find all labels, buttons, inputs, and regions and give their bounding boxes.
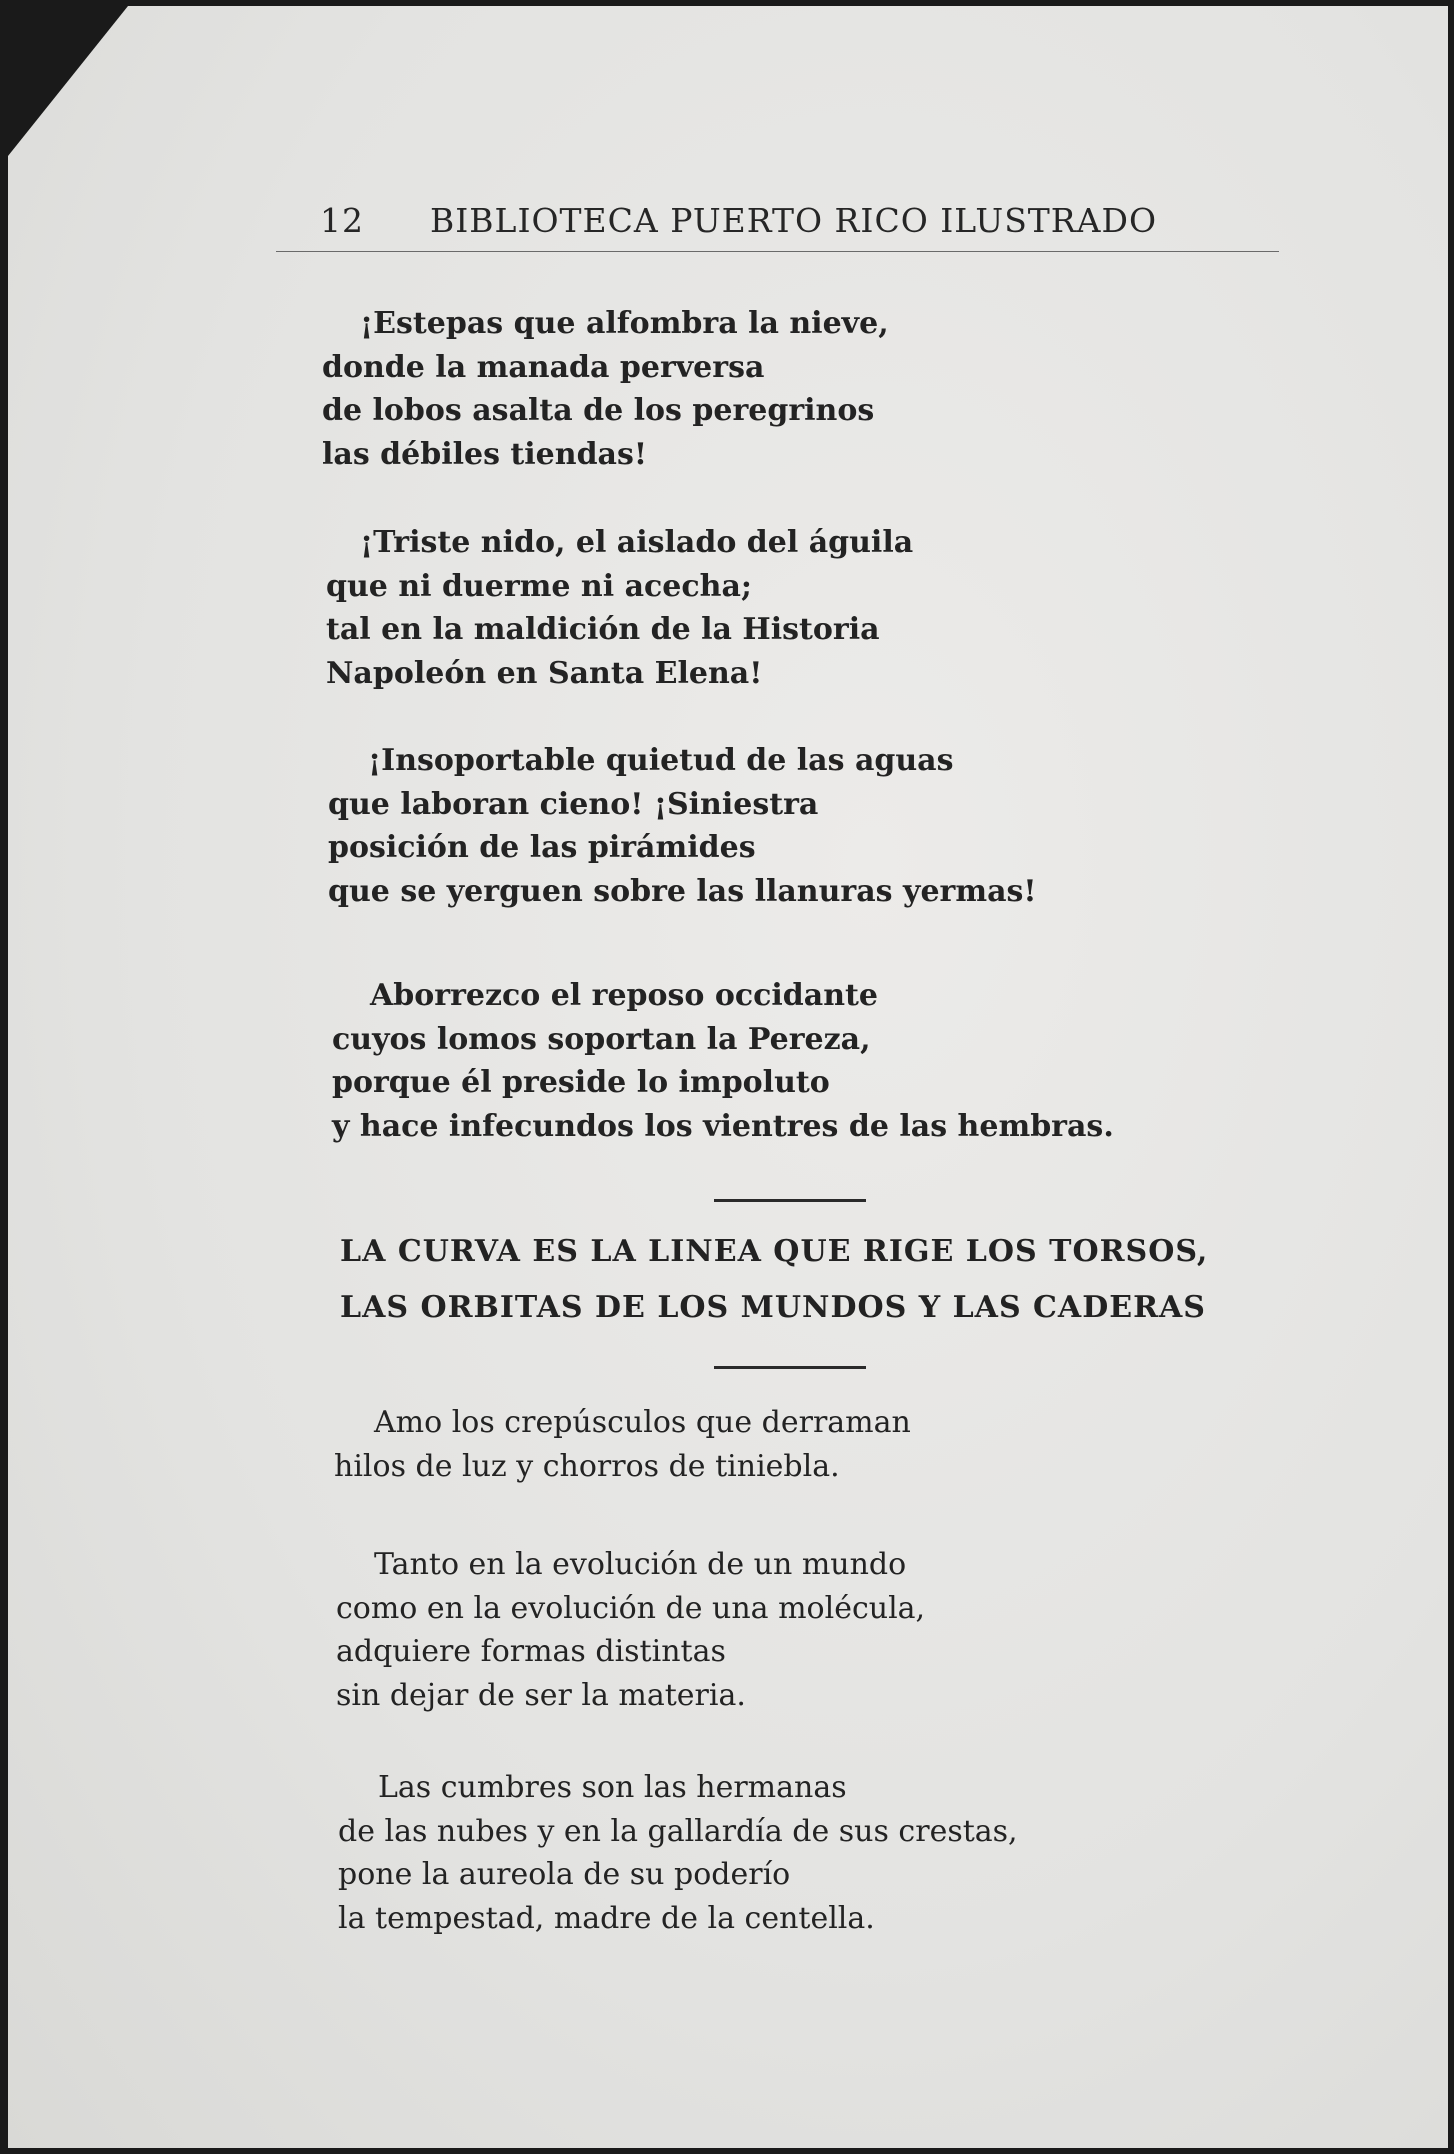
- page-corner-fold: [8, 6, 128, 156]
- verse-line: que laboran cieno! ¡Siniestra: [328, 786, 819, 822]
- verse-line: y hace infecundos los vientres de las hembras.: [332, 1108, 1114, 1144]
- verse-line: ¡Insoportable quietud de las aguas: [368, 743, 954, 778]
- verse-line: como en la evolución de una molécula,: [336, 1590, 926, 1626]
- stanza-2: [326, 521, 913, 695]
- verse-line: ¡Triste nido, el aislado del águila: [360, 525, 914, 560]
- page-number: 12: [320, 201, 364, 240]
- verse-line: donde la manada perversa: [322, 349, 765, 385]
- verse-line: ¡Estepas que alfombra la nieve,: [360, 306, 889, 341]
- verse-line: cuyos lomos soportan la Pereza,: [332, 1021, 871, 1057]
- section-rule-bottom: [714, 1366, 866, 1369]
- verse-line: que ni duerme ni acecha;: [326, 568, 752, 604]
- verse-line: sin dejar de ser la materia.: [336, 1677, 746, 1713]
- verse-line: pone la aureola de su poderío: [338, 1857, 791, 1892]
- verse-line: la tempestad, madre de la centella.: [338, 1900, 875, 1936]
- verse-line: Las cumbres son las hermanas: [378, 1770, 847, 1805]
- running-title: BIBLIOTECA PUERTO RICO ILUSTRADO: [430, 201, 1157, 240]
- stanza-1: [322, 302, 889, 476]
- verse-line: tal en la maldición de la Historia: [326, 612, 880, 647]
- verse-line: Aborrezco el reposo occidante: [370, 978, 878, 1013]
- section-title-line: LA CURVA ES LA LINEA QUE RIGE LOS TORSOS,: [340, 1234, 1209, 1269]
- verse-line: posición de las pirámides: [328, 830, 756, 865]
- verse-line: de lobos asalta de los peregrinos: [322, 393, 875, 428]
- section-title: [340, 1224, 1208, 1336]
- verse-line: Tanto en la evolución de un mundo: [374, 1547, 907, 1582]
- section-rule-top: [714, 1199, 866, 1202]
- stanza-4: [332, 974, 1114, 1148]
- verse-line: Napoleón en Santa Elena!: [326, 655, 763, 691]
- book-page: [8, 6, 1448, 2148]
- verse-line: que se yerguen sobre las llanuras yermas!: [328, 873, 1037, 909]
- stanza-7: [338, 1766, 1018, 1940]
- running-header: [320, 201, 1280, 240]
- verse-line: hilos de luz y chorros de tiniebla.: [334, 1448, 840, 1484]
- verse-line: de las nubes y en la gallardía de sus crestas,: [338, 1813, 1018, 1849]
- stanza-6: [336, 1543, 925, 1717]
- verse-line: porque él preside lo impoluto: [332, 1065, 830, 1100]
- stanza-5: [334, 1401, 911, 1488]
- section-title-line: LAS ORBITAS DE LOS MUNDOS Y LAS CADERAS: [340, 1290, 1206, 1325]
- verse-line: las débiles tiendas!: [322, 436, 648, 472]
- verse-line: adquiere formas distintas: [336, 1634, 726, 1669]
- verse-line: Amo los crepúsculos que derraman: [374, 1405, 911, 1440]
- header-rule: [276, 251, 1279, 252]
- stanza-3: [328, 739, 1037, 913]
